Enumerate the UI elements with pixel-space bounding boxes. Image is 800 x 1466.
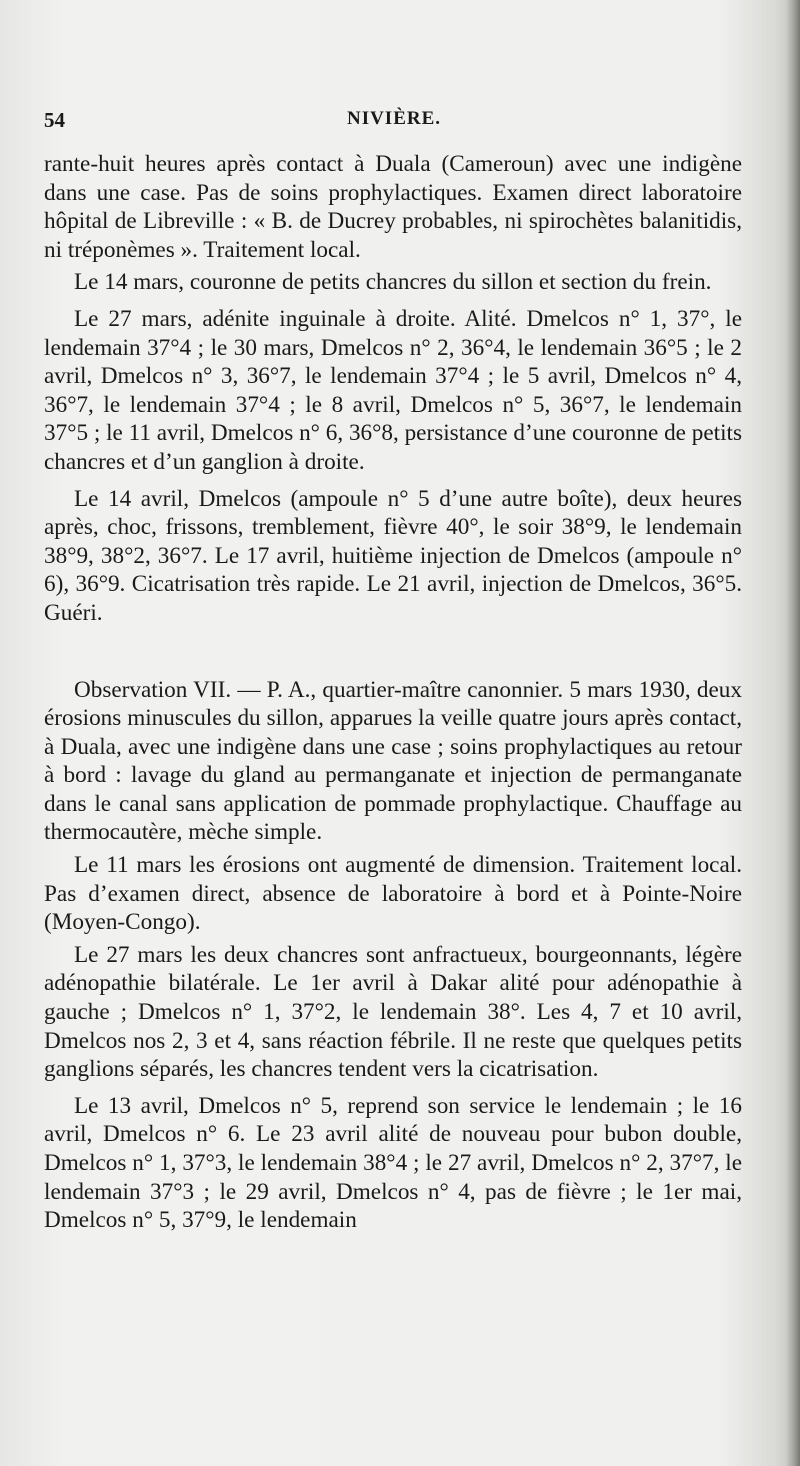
page-number: 54 <box>44 108 65 132</box>
paragraph: Le 14 mars, couronne de petits chancres du sillon et section du frein. <box>74 269 712 296</box>
observation-heading-paragraph: Observation VII. — P. A., quartier-maître canonnier. 5 mars 1930, deux érosions minuscules du sillon, apparues la veille quatre jours après contact, à Duala, avec une indigène dans une case ; soins prophylactiques au retour à bord : lavage du gland au permanganate et injection de permanganate dans le canal sans application de pommade prophylactique. Chauffage au thermocautère, mèche simple. <box>44 676 742 846</box>
page-header <box>44 108 744 138</box>
paragraph: Le 27 mars les deux chancres sont anfractueux, bourgeonnants, légère adénopathie bilatérale. Le 1er avril à Dakar alité pour adénopathie à gauche ; Dmelcos n° 1, 37°2, le lendemain 38°. Les 4, 7 et 10 avril, Dmelcos nos 2, 3 et 4, sans réaction fébrile. Il ne reste que quelques petits ganglions séparés, les chancres tendent vers la cicatrisation. <box>44 941 742 1083</box>
paragraph: Le 27 mars, adénite inguinale à droite. Alité. Dmelcos n° 1, 37°, le lendemain 37°4 ; le 30 mars, Dmelcos n° 2, 36°4, le lendemain 36°5 ; le 2 avril, Dmelcos n° 3, 36°7, le lendemain 37°4 ; le 5 avril, Dmelcos n° 4, 36°7, le lendemain 37°4 ; le 8 avril, Dmelcos n° 5, 36°7, le lendemain 37°5 ; le 11 avril, Dmelcos n° 6, 36°8, persistance d’une couronne de petits chancres et d’un ganglion à droite. <box>44 305 742 475</box>
paragraph: Le 14 avril, Dmelcos (ampoule n° 5 d’une autre boîte), deux heures après, choc, frissons, tremblement, fièvre 40°, le soir 38°9, le lendemain 38°9, 38°2, 36°7. Le 17 avril, huitième injection de Dmelcos (ampoule n° 6), 36°9. Cicatrisation très rapide. Le 21 avril, injection de Dmelcos, 36°5. Guéri. <box>44 485 742 626</box>
paragraph-continuation: rante-huit heures après contact à Duala (Cameroun) avec une indigène dans une case. Pas de soins prophylactiques. Examen direct laboratoire hôpital de Libreville : « B. de Ducrey probables, ni spirochètes balanitidis, ni tréponèmes ». Traitement local. <box>44 151 742 263</box>
page-edge-shadow <box>786 0 800 1466</box>
running-head: NIVIÈRE. <box>346 108 442 129</box>
paragraph: Le 11 mars les érosions ont augmenté de dimension. Traitement local. Pas d’examen direct, absence de laboratoire à bord et à Pointe-Noire (Moyen-Congo). <box>44 852 742 936</box>
paragraph: Le 13 avril, Dmelcos n° 5, reprend son service le lendemain ; le 16 avril, Dmelcos n° 6. Le 23 avril alité de nouveau pour bubon double, Dmelcos n° 1, 37°3, le lendemain 38°4 ; le 27 avril, Dmelcos n° 2, 37°7, le lendemain 37°3 ; le 29 avril, Dmelcos n° 4, pas de fièvre ; le 1er mai, Dmelcos n° 5, 37°9, le lendemain <box>44 1092 742 1234</box>
body-text <box>44 150 742 1239</box>
